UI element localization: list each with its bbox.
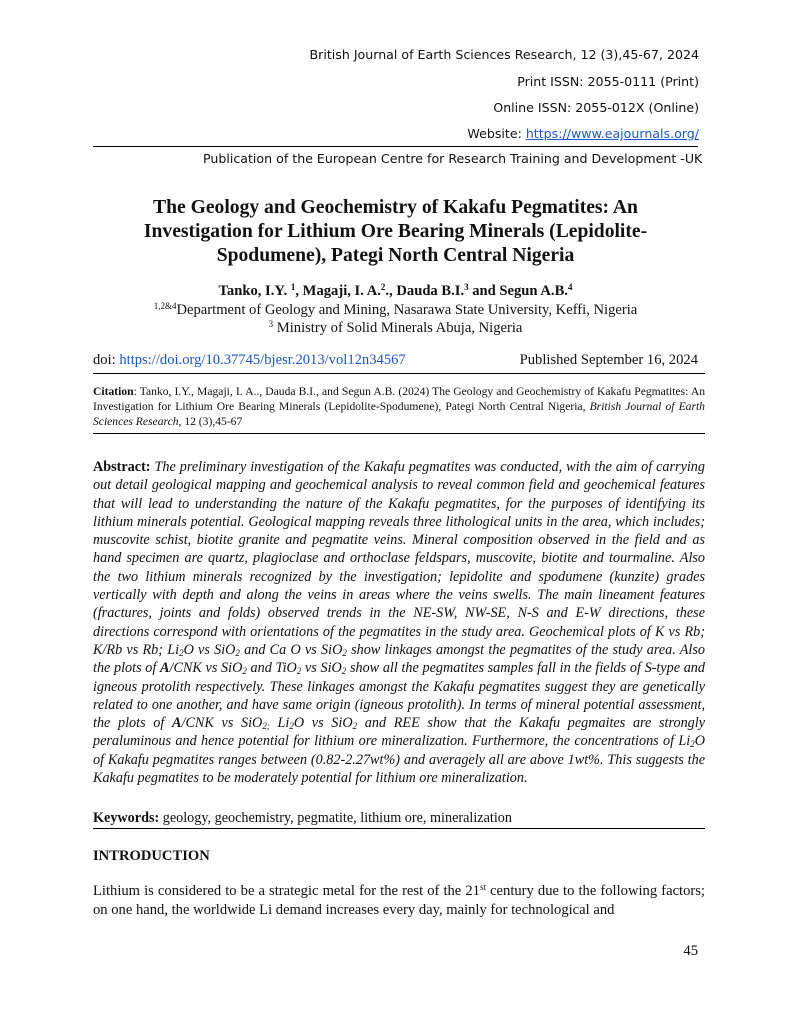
- introduction-heading: INTRODUCTION: [93, 848, 210, 864]
- author-4-marker: 4: [567, 282, 573, 292]
- citation-block: [93, 384, 705, 430]
- publisher-line: Publication of the European Centre for Research Training and Development -UK: [203, 151, 703, 166]
- citation-label: Citation: [93, 385, 134, 398]
- abstract-text: /CNK vs SiO: [169, 660, 243, 677]
- keywords-label: Keywords:: [93, 810, 160, 826]
- abstract-text: and REE show that the Kakafu pegmaites are strongly peraluminous and hence potential for lithium ore mineralization. Furthermore, the concentrations of Li: [93, 715, 705, 750]
- subscript: 2: [289, 721, 294, 732]
- author-4: and Segun A.B.: [468, 283, 568, 299]
- keywords: [93, 810, 512, 827]
- affiliation-2-text: Ministry of Solid Minerals Abuja, Nigeria: [273, 320, 523, 336]
- subscript: 2: [352, 721, 358, 732]
- subscript: 2: [242, 666, 247, 677]
- doi-line: [93, 352, 406, 369]
- header-rule: [93, 146, 698, 147]
- page-number: 45: [683, 943, 698, 959]
- affiliation-2-marker: 3: [268, 319, 274, 329]
- doi-label: doi:: [93, 352, 120, 368]
- abstract-text: show all the pegmatites samples fall in the fields of S-type and igneous protolith respectively. These linkages amongst the Kakafu pegmatites suggest they are genetically related to one another, and have same origin (igneous protolith). In terms of mineral potential assessment, the plots of: [93, 660, 705, 732]
- abstract-text: show linkages amongst the pegmatites of the study area. Also the plots of: [93, 641, 705, 677]
- author-1-marker: 1: [290, 282, 296, 292]
- affiliation-2: [93, 320, 698, 337]
- abstract-text: Li: [269, 715, 290, 732]
- website-line: [467, 126, 699, 141]
- bold-letter: A: [172, 715, 182, 732]
- subscript: 2: [179, 647, 184, 658]
- affiliation-1-marker: 1,2&4: [153, 301, 177, 311]
- website-label: Website:: [467, 126, 526, 141]
- abstract-text: The preliminary investigation of the Kakafu pegmatites was conducted, with the aim of carrying out detail geological mapping and geochemical analysis to reveal common field and geochemical features that will lead to understanding the nature of the Kakafu pegmatites, for the purposes of identifying its lithium minerals potential. Geological mapping reveals three lithological units in the area, which includes; muscovite schist, biotite granite and pegmatite veins. Mineral composition observed in the field and as hand specimen are quartz, plagioclase and orthoclase feldspars, muscovite, biotite and tourmaline. Also the two lithium minerals recognized by the investigation; lepidolite and spodumene (kunzite) grades vertically with depth and along the veins in areas where the veins swells. The main lineament features (fractures, joints and folds) observed trends in the NE-SW, NW-SE, N-S and E-W directions, these directions correspond with orientations of the pegmatites in the study area. Geochemical plots of K vs Rb; K/Rb vs Rb; Li: [93, 459, 705, 658]
- abstract-text: O vs SiO: [183, 641, 236, 658]
- citation-journal: British Journal of Earth Sciences Research: [93, 400, 705, 429]
- subscript: 2;: [262, 721, 270, 732]
- abstract: [93, 458, 705, 787]
- abstract-text: vs SiO: [301, 660, 342, 677]
- subscript: 2: [296, 666, 302, 677]
- bold-letter: A: [160, 660, 170, 677]
- abstract-body: [93, 459, 705, 786]
- abstract-label: Abstract:: [93, 459, 151, 475]
- author-1: Tanko, I.Y.: [218, 283, 291, 299]
- keywords-rule: [93, 828, 705, 829]
- author-3-marker: 3: [464, 282, 469, 292]
- online-issn: Online ISSN: 2055-012X (Online): [493, 100, 699, 115]
- abstract-text: and TiO: [246, 660, 297, 677]
- intro-text: Lithium is considered to be a strategic metal for the rest of the 21: [93, 883, 480, 899]
- subscript: 2: [342, 647, 347, 658]
- introduction-paragraph: [93, 882, 705, 920]
- journal-citation-header: British Journal of Earth Sciences Research, 12 (3),45-67, 2024: [309, 47, 699, 62]
- citation-rule: [93, 433, 705, 434]
- abstract-text: O of Kakafu pegmatites ranges between (0.82-2.27wt%) and averagely all are above 1wt%. This suggests the Kakafu pegmatites to be moderately potential for lithium ore mineralization.: [93, 733, 705, 787]
- subscript: 2: [341, 666, 347, 677]
- abstract-text: O vs SiO: [293, 715, 353, 732]
- citation-tail: , 12 (3),45-67: [178, 415, 243, 429]
- author-3: ., Dauda B.I.: [385, 283, 465, 299]
- subscript: 2: [690, 739, 695, 750]
- print-issn: Print ISSN: 2055-0111 (Print): [517, 74, 699, 89]
- ordinal-suffix: st: [479, 882, 486, 892]
- doi-rule: [93, 373, 705, 374]
- doi-link[interactable]: https://doi.org/10.37745/bjesr.2013/vol12n34567: [119, 352, 406, 368]
- keywords-text: geology, geochemistry, pegmatite, lithium ore, mineralization: [159, 810, 512, 826]
- paper-title: The Geology and Geochemistry of Kakafu Pegmatites: An Investigation for Lithium Ore Bearing Minerals (Lepidolite-Spodumene), Pategi North Central Nigeria: [143, 197, 648, 266]
- author-list: [93, 283, 698, 300]
- affiliation-1: [93, 302, 698, 319]
- citation-text: : Tanko, I.Y., Magaji, I. A.., Dauda B.I., and Segun A.B. (2024) The Geology and Geochemistry of Kakafu Pegmatites: An Investigation for Lithium Ore Bearing Minerals (Lepidolite-Spodumene), Pategi North Central Nigeria,: [93, 385, 705, 414]
- author-2: , Magaji, I. A.: [295, 283, 381, 299]
- intro-text: century due to the following factors; on one hand, the worldwide Li demand increases every day, mainly for technological and: [93, 883, 705, 918]
- subscript: 2: [235, 647, 240, 658]
- author-2-marker: 2: [380, 282, 386, 292]
- website-link[interactable]: https://www.eajournals.org/: [525, 126, 699, 141]
- published-date: Published September 16, 2024: [519, 352, 698, 368]
- abstract-text: and Ca O vs SiO: [239, 641, 343, 658]
- affiliation-1-text: Department of Geology and Mining, Nasarawa State University, Keffi, Nigeria: [176, 302, 638, 318]
- abstract-text: /CNK vs SiO: [181, 715, 263, 732]
